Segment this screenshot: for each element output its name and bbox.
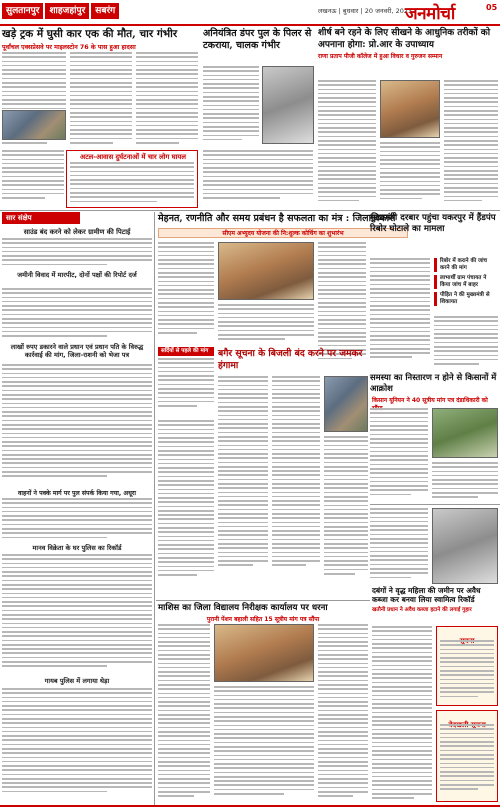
- article-body: [136, 52, 198, 150]
- story-professor: [318, 28, 498, 60]
- brief-body: [2, 688, 152, 800]
- bullet-item: रिबोर में कराने की जांच करने की मांग: [434, 258, 498, 272]
- bullet-item: लाभार्थी ग्राम पंचायत ने किया जांच में बाहर: [434, 275, 498, 289]
- brief-body: [2, 554, 152, 674]
- article-body: [370, 508, 428, 584]
- article-body: [203, 150, 313, 208]
- article-body: [318, 624, 368, 804]
- story-electricity: [218, 348, 366, 371]
- article-body: [324, 436, 368, 598]
- headline: अटल-आवास दुर्घटनाओं में चार लोग घायल: [80, 153, 186, 161]
- brief-body: [2, 498, 152, 540]
- brief-item: [2, 343, 152, 359]
- section-tab-sabrang[interactable]: सबरंग: [91, 3, 119, 19]
- headline: माशिस का जिला विद्यालय निरीक्षक कार्यालय पर धरना: [158, 603, 328, 613]
- story-farmers: [370, 372, 498, 393]
- brief-body: [2, 238, 152, 268]
- article-body: [380, 142, 440, 208]
- article-body: [203, 66, 259, 146]
- brief-headline: लाखों रुपए डकारने वाले प्रधान एवं प्रधान पति के विरुद्ध कार्रवाई की मांग, जिला-राशनी को भेजा पत्र: [10, 343, 144, 359]
- farmers-photo: [432, 408, 498, 458]
- briefs-column: [2, 227, 152, 236]
- article-body: [2, 150, 64, 208]
- brief-item: [2, 676, 152, 685]
- article-body: [158, 420, 214, 598]
- article-body: [370, 408, 428, 502]
- article-body: [214, 686, 314, 804]
- article-body: [70, 52, 132, 150]
- headline: खड़े ट्रक में घुसी कार एक की मौत, चार गंभीर: [2, 28, 178, 40]
- brief-item: [2, 543, 152, 552]
- brief-body: [2, 364, 152, 484]
- eviction-body: [440, 724, 494, 798]
- headline: मेहनत, रणनीति और समय प्रबंधन है सफलता का मंत्र : जिलाधिकारी: [158, 213, 396, 224]
- section-tab-sultanpur[interactable]: सुलतानपुर: [2, 3, 43, 19]
- brief-item: [2, 488, 152, 497]
- tag-bar: सर्दियों से पहले की मांग: [158, 347, 214, 356]
- land-photo: [432, 508, 498, 584]
- bullet-item: पीड़ित ने की मुख्यमंत्री से शिकायत: [434, 292, 498, 306]
- brief-body: [2, 288, 152, 340]
- page-number: 05: [486, 3, 498, 12]
- subheadline-text: सीएम अभ्युदय योजना की नि:शुल्क कोचिंग का शुभारंभ: [222, 230, 344, 237]
- subheadline: खतौनी प्रधान ने अवैध कब्जा हटाने की लगाई गुहार: [372, 607, 472, 614]
- bullet-list: [434, 258, 498, 306]
- article-body: [272, 376, 320, 598]
- protest-photo: [324, 376, 368, 432]
- story-dumper: [203, 28, 313, 52]
- article-body: [158, 242, 214, 342]
- article-body: [158, 358, 214, 418]
- subheadline: राणा प्रताप पीजी कॉलेज में हुआ विचार व गुरुजन सम्मान: [318, 53, 443, 60]
- brief-headline: गायब पुलिस में लगाया थेड़ा: [44, 677, 110, 685]
- brief-item: [2, 270, 152, 279]
- story-mashis: [158, 603, 368, 623]
- story-cm-darbar: [370, 213, 498, 235]
- brief-headline: साउंड बंद करने को लेकर ग्रामीण की पिटाई: [23, 228, 131, 236]
- brief-headline: जमीनी विवाद में मारपीट, दोनों पक्षों की रिपोर्ट दर्ज: [17, 271, 137, 279]
- section-tab-shahjahanpur[interactable]: शाहजहांपुर: [45, 3, 89, 19]
- brief-headline: मानव विक्रेता के घर पुलिस का रिकॉर्ड: [32, 544, 122, 552]
- story-car-accident: [2, 28, 200, 51]
- subheadline: पुरानी पेंशन बहाली सहित 15 सूत्रीय मांग पत्र सौंपा: [206, 616, 320, 623]
- article-body: [370, 258, 430, 368]
- headline: दबंगों ने वृद्ध महिला की जमीन पर अवैध कब्जा कर बनवा लिया स्वामित्व रिकॉर्ड: [372, 586, 481, 605]
- notice-body: [440, 640, 494, 704]
- divider: [370, 504, 500, 505]
- headline: शीर्ष बने रहने के लिए सीखने के आधुनिक तरीकों को अपनाना होगा: प्रो.आर के उपाध्याय: [318, 28, 491, 50]
- dumper-photo: [262, 66, 314, 144]
- article-body: [318, 80, 376, 208]
- newspaper-logo: जनमोर्चा: [405, 4, 455, 24]
- column-divider: [154, 212, 155, 806]
- widow-headline-block: [372, 586, 498, 613]
- section-tag: सार संक्षेप: [2, 212, 80, 224]
- bottom-rule: [0, 805, 500, 807]
- subheadline-text: किसान यूनियन ने 40 सूत्रीय मांग पत्र दंडाधिकारी को: [372, 397, 488, 404]
- protest-teachers-photo: [214, 624, 314, 682]
- brief-headline: वाहनों ने पक्के मार्ग पर पुल संपर्क किया गया, अधूरा: [17, 490, 137, 497]
- article-body: [218, 376, 268, 598]
- headline: अनियंत्रित डंपर पुल के पिलर से टकराया, चालक गंभीर: [203, 28, 312, 51]
- article-body: [372, 626, 432, 804]
- divider: [0, 210, 500, 211]
- subheadline: पूर्वांचल एक्सप्रेसवे पर माइलस्टोन 76 के पास हुआ हादसा: [2, 44, 136, 51]
- article-body: [432, 462, 498, 502]
- article-body: [218, 304, 314, 344]
- article-body: [434, 316, 498, 368]
- article-body: [444, 80, 498, 208]
- masthead: [0, 0, 500, 26]
- section-tabs: [2, 3, 119, 19]
- story-atal-awas: [70, 152, 196, 161]
- article-body: [70, 162, 194, 206]
- divider: [156, 600, 370, 601]
- headline: बगैर सूचना के बिजली बंद करने पर जमकर हंगामा: [218, 348, 363, 371]
- coaching-photo: [218, 242, 314, 300]
- professor-photo: [380, 80, 440, 138]
- accident-photo: [2, 110, 66, 140]
- article-body: [158, 624, 210, 804]
- headline: मुख्यमंत्री दरबार पहुंचा यकरपुर में हैंडपंप रिबोर घोटाले का मामला: [370, 213, 496, 234]
- dateline: लखनऊ | बुधवार | 20 जनवरी, 2023: [318, 7, 413, 15]
- headline: समस्या का निस्तारण न होने से किसानों में आक्रोश: [370, 372, 497, 393]
